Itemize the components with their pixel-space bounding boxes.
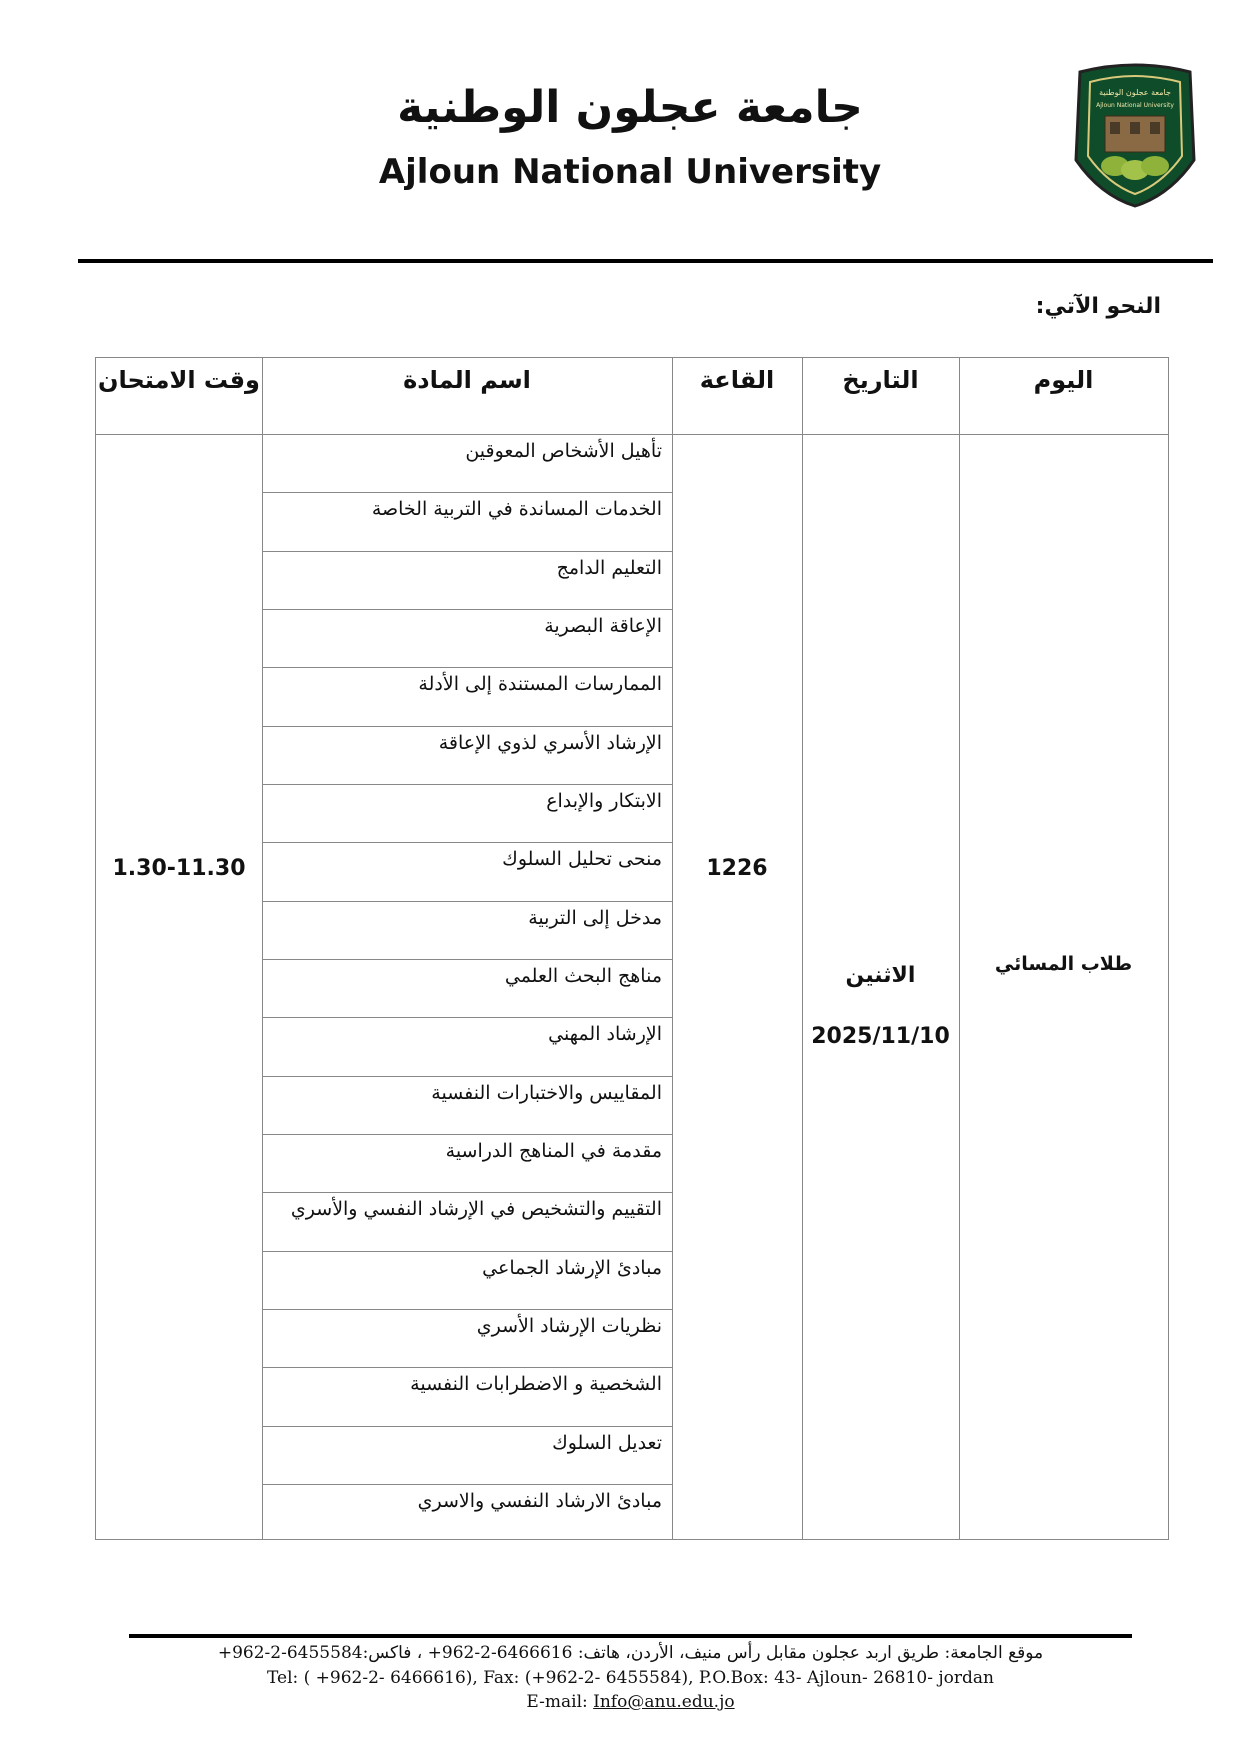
- subject-cell: مبادئ الإرشاد الجماعي: [482, 1257, 662, 1279]
- university-logo: [1070, 60, 1200, 210]
- header-date: التاريخ: [842, 366, 919, 394]
- subject-cell: المقاييس والاختبارات النفسية: [431, 1082, 662, 1104]
- subject-cell: نظريات الإرشاد الأسري: [476, 1315, 662, 1337]
- subject-cell: الشخصية و الاضطرابات النفسية: [410, 1373, 662, 1395]
- header-time: وقت الامتحان: [98, 366, 260, 394]
- date-value: 2025/11/10: [811, 1024, 950, 1049]
- subject-cell: تأهيل الأشخاص المعوقين: [465, 440, 662, 462]
- email-label: E-mail:: [526, 1692, 594, 1712]
- subject-cell: التعليم الدامج: [556, 557, 662, 579]
- weekday-value: الاثنين: [845, 963, 916, 988]
- subject-cell: مناهج البحث العلمي: [504, 965, 662, 987]
- subject-cell: الممارسات المستندة إلى الأدلة: [418, 673, 662, 695]
- intro-text: النحو الآتي:: [1035, 294, 1161, 319]
- subject-cell: التقييم والتشخيص في الإرشاد النفسي والأسري: [290, 1198, 662, 1220]
- header-day: اليوم: [1033, 366, 1094, 394]
- email-link[interactable]: Info@anu.edu.jo: [593, 1692, 735, 1712]
- subject-cell: منحى تحليل السلوك: [502, 848, 662, 870]
- header-divider: [78, 259, 1213, 263]
- university-name-english: Ajloun National University: [378, 152, 882, 192]
- footer-address-arabic: موقع الجامعة: طريق اربد عجلون مقابل رأس منيف، الأردن، هاتف: 6466616-2-962+ ، فاكس:6455584-2-962+: [217, 1643, 1044, 1663]
- subject-cell: مدخل إلى التربية: [528, 907, 662, 929]
- hall-value: 1226: [706, 856, 768, 881]
- logo-text-english: Ajloun National University: [1096, 102, 1174, 109]
- subject-cell: الابتكار والإبداع: [546, 790, 662, 812]
- footer-divider: [129, 1634, 1132, 1638]
- footer-email-line: [129, 1692, 1132, 1712]
- university-name-arabic: جامعة عجلون الوطنية: [397, 82, 863, 133]
- subject-cell: مبادئ الارشاد النفسي والاسري: [417, 1490, 662, 1512]
- day-value: طلاب المسائي: [994, 953, 1133, 975]
- exam-time-value: 1.30-11.30: [112, 856, 246, 881]
- subject-cell: الإرشاد الأسري لذوي الإعاقة: [438, 732, 662, 754]
- subject-cell: تعديل السلوك: [552, 1432, 662, 1454]
- subject-cell: الإرشاد المهني: [548, 1023, 662, 1045]
- footer-contact-english: Tel: ( +962-2- 6466616), Fax: (+962-2- 6455584), P.O.Box: 43- Ajloun- 26810- jordan: [267, 1668, 994, 1688]
- header-subject: اسم المادة: [403, 366, 531, 394]
- logo-text-arabic: جامعة عجلون الوطنية: [1099, 88, 1171, 97]
- exam-schedule-table: [95, 357, 1169, 1540]
- subject-cell: الإعاقة البصرية: [544, 615, 662, 637]
- subject-cell: مقدمة في المناهج الدراسية: [445, 1140, 662, 1162]
- header-hall: القاعة: [699, 366, 775, 394]
- subject-cell: الخدمات المساندة في التربية الخاصة: [371, 498, 662, 520]
